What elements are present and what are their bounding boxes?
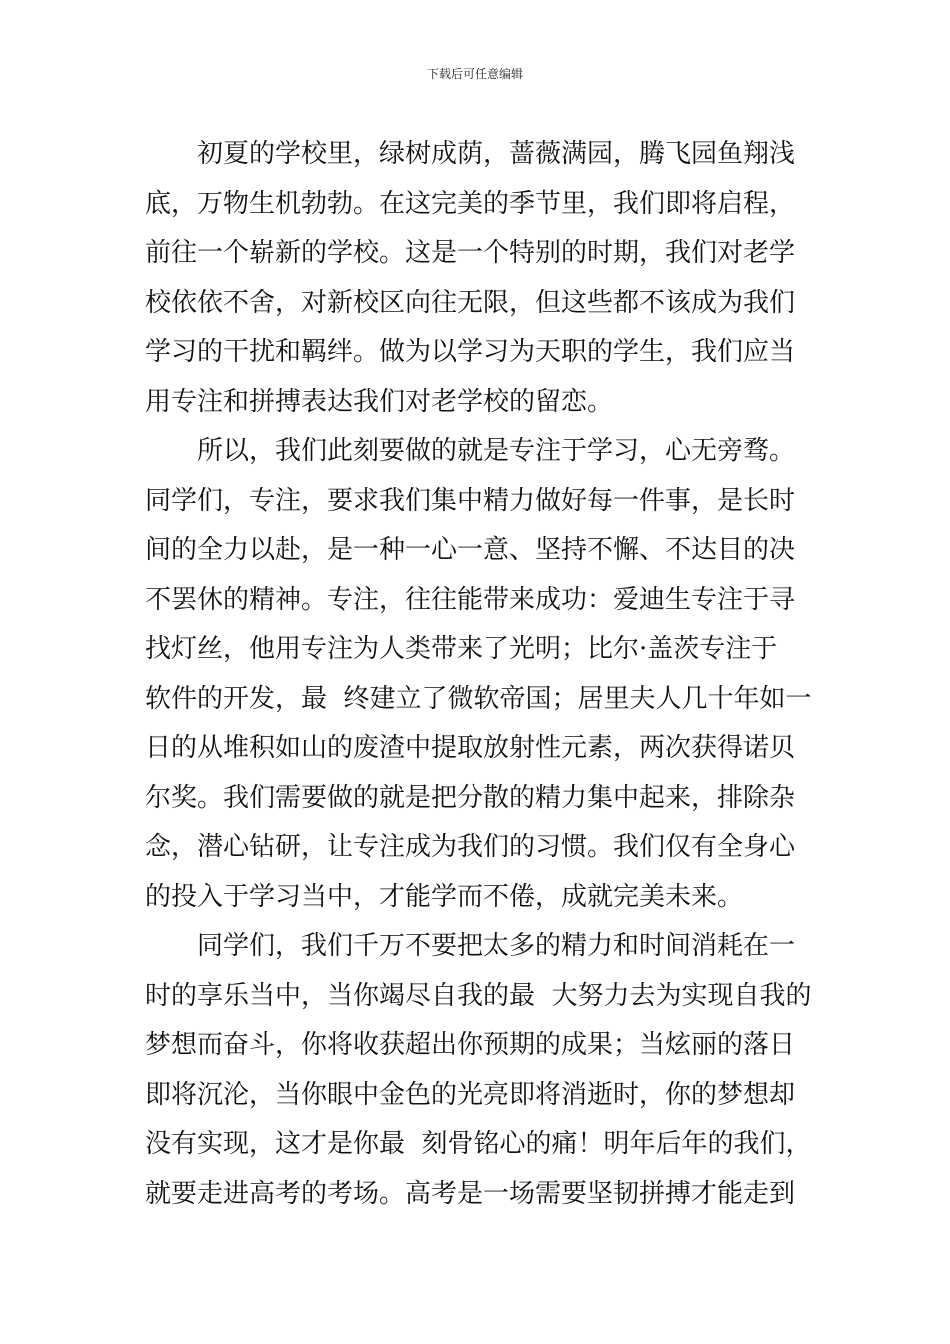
text-line: 不罢休的精神。专注，往往能带来成功：爱迪生专注于寻 bbox=[145, 584, 796, 615]
text-line: 前往一个崭新的学校。这是一个特别的时期，我们对老学 bbox=[145, 238, 796, 268]
text-line: 时的享乐当中，当你竭尽自我的最 大努力去为实现自我的 bbox=[145, 980, 812, 1011]
text-line: 梦想而奋斗，你将收获超出你预期的成果；当炫丽的落日 bbox=[145, 1030, 796, 1060]
page-header: 下载后可任意编辑 bbox=[426, 67, 523, 81]
text-line: 初夏的学校里，绿树成荫，蔷薇满园，腾飞园鱼翔浅 bbox=[197, 139, 796, 169]
text-line: 就要走进高考的考场。高考是一场需要坚韧拼搏才能走到 bbox=[145, 1178, 796, 1209]
text-line: 校依依不舍，对新校区向往无限，但这些都不该成为我们 bbox=[145, 287, 796, 318]
text-line: 同学们，专注，要求我们集中精力做好每一件事，是长时 bbox=[145, 485, 796, 516]
text-line: 尔奖。我们需要做的就是把分散的精力集中起来，排除杂 bbox=[145, 782, 796, 813]
paragraph-3 bbox=[145, 922, 815, 1219]
text-line: 同学们，我们千万不要把太多的精力和时间消耗在一 bbox=[197, 931, 796, 961]
text-line: 念，潜心钻研，让专注成为我们的习惯。我们仅有全身心 bbox=[145, 832, 796, 862]
text-line: 找灯丝，他用专注为人类带来了光明；比尔·盖茨专注于 bbox=[145, 634, 778, 664]
text-line: 的投入于学习当中，才能学而不倦，成就完美未来。 bbox=[145, 881, 744, 912]
text-line: 学习的干扰和羁绊。做为以学习为天职的学生，我们应当 bbox=[145, 337, 796, 367]
text-line: 日的从堆积如山的废渣中提取放射性元素，两次获得诺贝 bbox=[145, 733, 796, 763]
document-body bbox=[145, 130, 815, 1219]
text-line: 即将沉沦，当你眼中金色的光亮即将消逝时，你的梦想却 bbox=[145, 1079, 796, 1110]
text-line: 底，万物生机勃勃。在这完美的季节里，我们即将启程， bbox=[145, 188, 796, 219]
text-line: 软件的开发，最 终建立了微软帝国；居里夫人几十年如一 bbox=[145, 683, 812, 714]
text-line: 没有实现，这才是你最 刻骨铭心的痛！明年后年的我们， bbox=[145, 1129, 812, 1159]
text-line: 间的全力以赴，是一种一心一意、坚持不懈、不达目的决 bbox=[145, 535, 796, 565]
text-line: 用专注和拼搏表达我们对老学校的留恋。 bbox=[145, 386, 614, 417]
text-line: 所以，我们此刻要做的就是专注于学习，心无旁骛。 bbox=[197, 436, 796, 466]
paragraph-2 bbox=[145, 427, 815, 922]
paragraph-1 bbox=[145, 130, 815, 427]
